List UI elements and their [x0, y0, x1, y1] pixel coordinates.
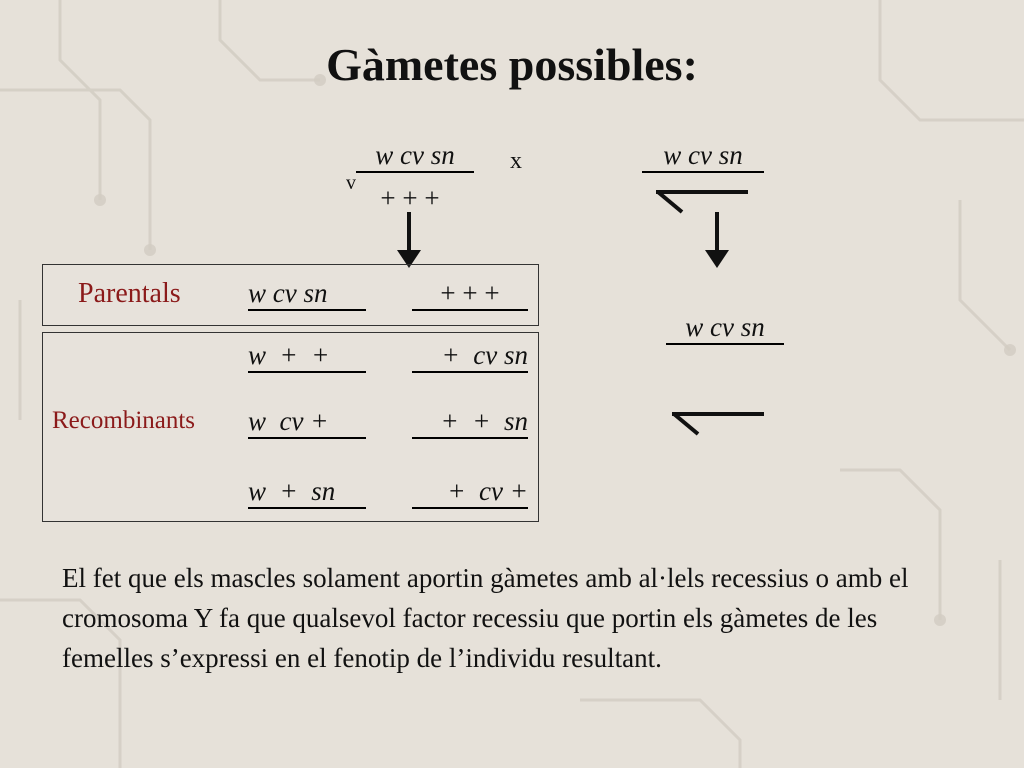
male-chromosome: w cv sn: [642, 140, 764, 173]
parental-gamete-2: + + +: [412, 278, 528, 311]
parentals-label: Parentals: [78, 278, 181, 309]
recombinant-gamete: + cv +: [412, 476, 528, 509]
recombinant-gamete: w + +: [248, 340, 366, 373]
page-title: Gàmetes possibles:: [326, 39, 698, 90]
y-chromosome-icon: [668, 408, 768, 438]
parental-gamete-1: w cv sn: [248, 278, 366, 311]
female-top-chromosome: w cv sn: [356, 140, 474, 173]
female-subscript: v: [346, 172, 356, 194]
female-bottom-chromosome: + + +: [380, 183, 440, 213]
recombinant-gamete: + + sn: [412, 406, 528, 439]
explanation-text: El fet que els mascles solament aportin gàmetes amb al·lels recessius o amb el cromosoma Y fa que qualsevol factor recessiu que portin els gàmetes de les femelles s’expressi en el fenotip de l’individu resultant.: [62, 563, 909, 673]
cross-symbol: x: [510, 148, 522, 174]
recombinant-gamete: w cv +: [248, 406, 366, 439]
recombinant-gamete: w + sn: [248, 476, 366, 509]
male-gamete: w cv sn: [666, 312, 784, 345]
down-arrow-icon: [702, 212, 732, 270]
down-arrow-icon: [394, 212, 424, 270]
recombinants-label: Recombinants: [52, 407, 196, 434]
recombinant-gamete: + cv sn: [412, 340, 528, 373]
